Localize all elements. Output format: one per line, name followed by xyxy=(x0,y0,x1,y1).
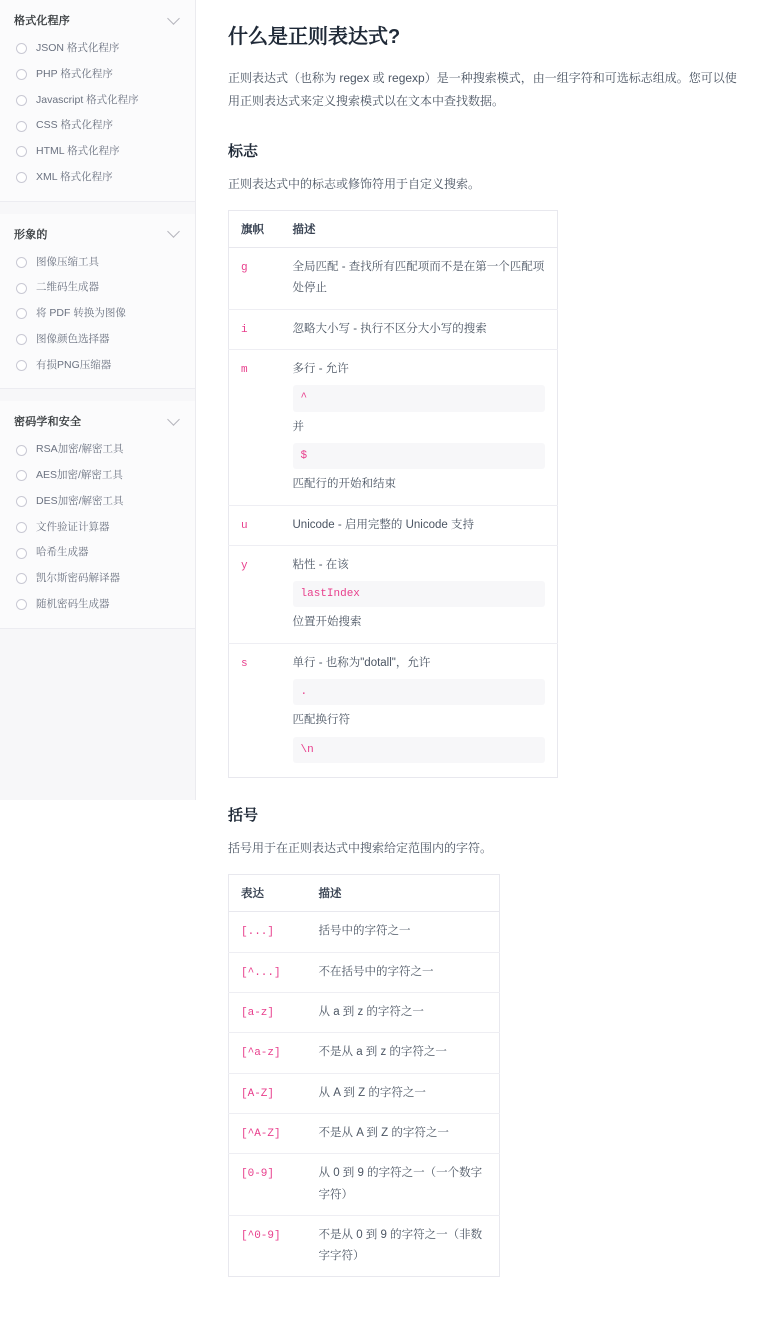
sidebar-item[interactable] xyxy=(0,353,195,379)
expression-token: [^A-Z] xyxy=(241,1128,281,1141)
flags-col-desc: 描述 xyxy=(281,211,558,248)
expression-cell xyxy=(229,912,307,952)
flag-cell xyxy=(229,505,281,545)
sidebar-group xyxy=(0,0,195,202)
sidebar-item-label: 随机密码生成器 xyxy=(36,597,110,610)
description-text: 匹配换行符 xyxy=(292,714,350,727)
circle-icon xyxy=(16,257,27,268)
sidebar-item[interactable] xyxy=(0,566,195,592)
expression-token: [0-9] xyxy=(241,1168,275,1181)
sidebar-item[interactable] xyxy=(0,515,195,541)
description-text: 多行 - 允许 xyxy=(292,363,349,376)
flag-token: i xyxy=(241,323,248,336)
sidebar-item[interactable] xyxy=(0,88,195,114)
table-row xyxy=(229,545,558,643)
flag-token: s xyxy=(241,657,248,670)
sidebar-item[interactable] xyxy=(0,489,195,515)
sidebar-item-label: 图像压缩工具 xyxy=(36,255,99,268)
sidebar-item-label: 二维码生成器 xyxy=(36,281,99,294)
brackets-table xyxy=(228,874,500,1277)
circle-icon xyxy=(16,146,27,157)
sidebar xyxy=(0,0,196,800)
sidebar-item[interactable] xyxy=(0,327,195,353)
table-row xyxy=(229,643,558,777)
sidebar-item-label: 有损PNG压缩器 xyxy=(36,358,112,371)
code-snippet: lastIndex xyxy=(293,581,546,607)
sidebar-item[interactable] xyxy=(0,540,195,566)
circle-icon xyxy=(16,470,27,481)
code-snippet: $ xyxy=(293,443,546,469)
expression-description-cell: 括号中的字符之一 xyxy=(307,912,500,952)
table-row xyxy=(229,912,500,952)
expression-description-cell: 不是从 a 到 z 的字符之一 xyxy=(307,1033,500,1073)
code-snippet: \n xyxy=(293,737,546,763)
circle-icon xyxy=(16,496,27,507)
description-text: 单行 - 也称为"dotall"，允许 xyxy=(292,656,431,669)
expression-cell xyxy=(229,993,307,1033)
expression-cell xyxy=(229,1033,307,1073)
table-row xyxy=(229,350,558,505)
sidebar-item[interactable] xyxy=(0,592,195,618)
table-row xyxy=(229,1215,500,1277)
expression-cell xyxy=(229,952,307,992)
circle-icon xyxy=(16,283,27,294)
code-snippet: . xyxy=(293,679,546,705)
sidebar-group-title: 格式化程序 xyxy=(14,15,70,27)
brackets-col-desc: 描述 xyxy=(307,875,500,912)
sidebar-item[interactable] xyxy=(0,437,195,463)
chevron-down-icon[interactable] xyxy=(167,12,180,25)
flags-col-flag: 旗帜 xyxy=(229,211,281,248)
expression-token: [^...] xyxy=(241,966,281,979)
sidebar-group-header[interactable] xyxy=(0,0,195,36)
sidebar-group-title: 密码学和安全 xyxy=(14,416,82,429)
expression-description-cell: 从 a 到 z 的字符之一 xyxy=(307,993,500,1033)
sidebar-item-label: 哈希生成器 xyxy=(36,546,89,559)
brackets-section-title: 括号 xyxy=(228,806,259,824)
circle-icon xyxy=(16,573,27,584)
sidebar-item-label: HTML 格式化程序 xyxy=(36,145,120,157)
flag-cell xyxy=(229,309,281,349)
expression-description-cell: 不在括号中的字符之一 xyxy=(307,952,500,992)
circle-icon xyxy=(16,308,27,319)
expression-token: [...] xyxy=(241,926,275,939)
flags-table-header-row xyxy=(229,211,558,248)
sidebar-item-label: 将 PDF 转换为图像 xyxy=(36,307,126,319)
flags-section-title: 标志 xyxy=(228,142,259,160)
brackets-table-body xyxy=(229,912,500,1277)
flags-table-body xyxy=(229,248,558,778)
brackets-col-expr: 表达 xyxy=(229,875,307,912)
circle-icon xyxy=(16,548,27,559)
flag-token: g xyxy=(241,262,248,275)
circle-icon xyxy=(16,522,27,533)
sidebar-item-label: XML 格式化程序 xyxy=(36,170,113,183)
sidebar-group-title: 形象的 xyxy=(14,228,48,241)
intro-paragraph: 正则表达式（也称为 regex 或 regexp）是一种搜索模式，由一组字符和可选标志组成。您可以使用正则表达式来定义搜索模式以在文本中查找数据。 xyxy=(228,71,737,109)
expression-description-cell: 不是从 A 到 Z 的字符之一 xyxy=(307,1114,500,1154)
description-text: 并 xyxy=(292,420,304,433)
sidebar-item-label: JSON 格式化程序 xyxy=(36,42,120,54)
sidebar-item-label: Javascript 格式化程序 xyxy=(36,93,139,106)
flag-token: y xyxy=(241,559,248,572)
sidebar-item-label: RSA加密/解密工具 xyxy=(36,443,124,456)
table-row xyxy=(229,1033,500,1073)
sidebar-group-spacer xyxy=(0,202,195,214)
expression-description-cell: 从 0 到 9 的字符之一（一个数字字符） xyxy=(307,1154,500,1216)
circle-icon xyxy=(16,334,27,345)
sidebar-item[interactable] xyxy=(0,113,195,139)
sidebar-groups xyxy=(0,0,195,629)
sidebar-group-header[interactable] xyxy=(0,214,195,250)
flag-cell xyxy=(229,643,281,777)
circle-icon xyxy=(16,43,27,54)
table-row xyxy=(229,505,558,545)
circle-icon xyxy=(16,599,27,610)
brackets-section-intro: 括号用于在正则表达式中搜索给定范围内的字符。 xyxy=(228,840,493,855)
description-text: 匹配行的开始和结束 xyxy=(292,478,396,491)
circle-icon xyxy=(16,121,27,132)
expression-token: [^a-z] xyxy=(241,1047,281,1060)
sidebar-group xyxy=(0,401,195,628)
sidebar-item-label: 图像颜色选择器 xyxy=(36,332,110,345)
sidebar-item[interactable] xyxy=(0,250,195,276)
sidebar-item[interactable] xyxy=(0,275,195,301)
flag-cell xyxy=(229,350,281,505)
sidebar-item[interactable] xyxy=(0,165,195,191)
sidebar-item-label: CSS 格式化程序 xyxy=(36,119,114,132)
table-row xyxy=(229,952,500,992)
flags-section-intro: 正则表达式中的标志或修饰符用于自定义搜索。 xyxy=(228,176,481,191)
chevron-down-icon[interactable] xyxy=(167,413,180,426)
sidebar-item[interactable] xyxy=(0,463,195,489)
table-row xyxy=(229,248,558,310)
expression-cell xyxy=(229,1114,307,1154)
flag-description-cell xyxy=(281,643,558,777)
page-title: 什么是正则表达式? xyxy=(228,26,401,48)
flag-cell xyxy=(229,545,281,643)
expression-token: [a-z] xyxy=(241,1007,275,1020)
sidebar-item[interactable] xyxy=(0,301,195,327)
table-row xyxy=(229,309,558,349)
expression-description-cell: 从 A 到 Z 的字符之一 xyxy=(307,1073,500,1113)
sidebar-group xyxy=(0,214,195,390)
sidebar-item[interactable] xyxy=(0,139,195,165)
table-row xyxy=(229,1073,500,1113)
description-text: 位置开始搜索 xyxy=(292,616,362,629)
expression-cell xyxy=(229,1073,307,1113)
chevron-down-icon[interactable] xyxy=(167,225,180,238)
description-text: 粘性 - 在该 xyxy=(292,558,349,571)
description-text: 全局匹配 - 查找所有匹配项而不是在第一个匹配项处停止 xyxy=(292,261,545,295)
brackets-table-header-row xyxy=(229,875,500,912)
flags-table xyxy=(228,210,558,778)
expression-token: [A-Z] xyxy=(241,1087,275,1100)
table-row xyxy=(229,993,500,1033)
sidebar-group-header[interactable] xyxy=(0,401,195,437)
flag-description-cell xyxy=(281,248,558,310)
expression-cell xyxy=(229,1154,307,1216)
circle-icon xyxy=(16,95,27,106)
sidebar-item[interactable] xyxy=(0,36,195,62)
code-snippet: ^ xyxy=(293,385,546,411)
flag-description-cell xyxy=(281,309,558,349)
sidebar-item-label: PHP 格式化程序 xyxy=(36,67,113,80)
circle-icon xyxy=(16,360,27,371)
sidebar-item-label: DES加密/解密工具 xyxy=(36,494,124,507)
sidebar-item-label: 文件验证计算器 xyxy=(36,520,110,533)
description-text: 忽略大小写 - 执行不区分大小写的搜索 xyxy=(292,322,487,335)
expression-cell xyxy=(229,1215,307,1277)
description-text: Unicode - 启用完整的 Unicode 支持 xyxy=(292,518,474,531)
flag-description-cell xyxy=(281,545,558,643)
flag-description-cell xyxy=(281,505,558,545)
circle-icon xyxy=(16,172,27,183)
main-content xyxy=(196,0,778,1321)
sidebar-group-spacer xyxy=(0,389,195,401)
expression-token: [^0-9] xyxy=(241,1229,281,1242)
expression-description-cell: 不是从 0 到 9 的字符之一（非数字字符） xyxy=(318,1228,483,1263)
flag-description-cell xyxy=(281,350,558,505)
flag-cell xyxy=(229,248,281,310)
flag-token: m xyxy=(241,364,248,377)
circle-icon xyxy=(16,69,27,80)
sidebar-item-label: 凯尔斯密码解译器 xyxy=(36,572,120,584)
sidebar-item[interactable] xyxy=(0,62,195,88)
table-row xyxy=(229,1154,500,1216)
sidebar-item-label: AES加密/解密工具 xyxy=(36,469,123,481)
flag-token: u xyxy=(241,519,248,532)
table-row xyxy=(229,1114,500,1154)
circle-icon xyxy=(16,445,27,456)
